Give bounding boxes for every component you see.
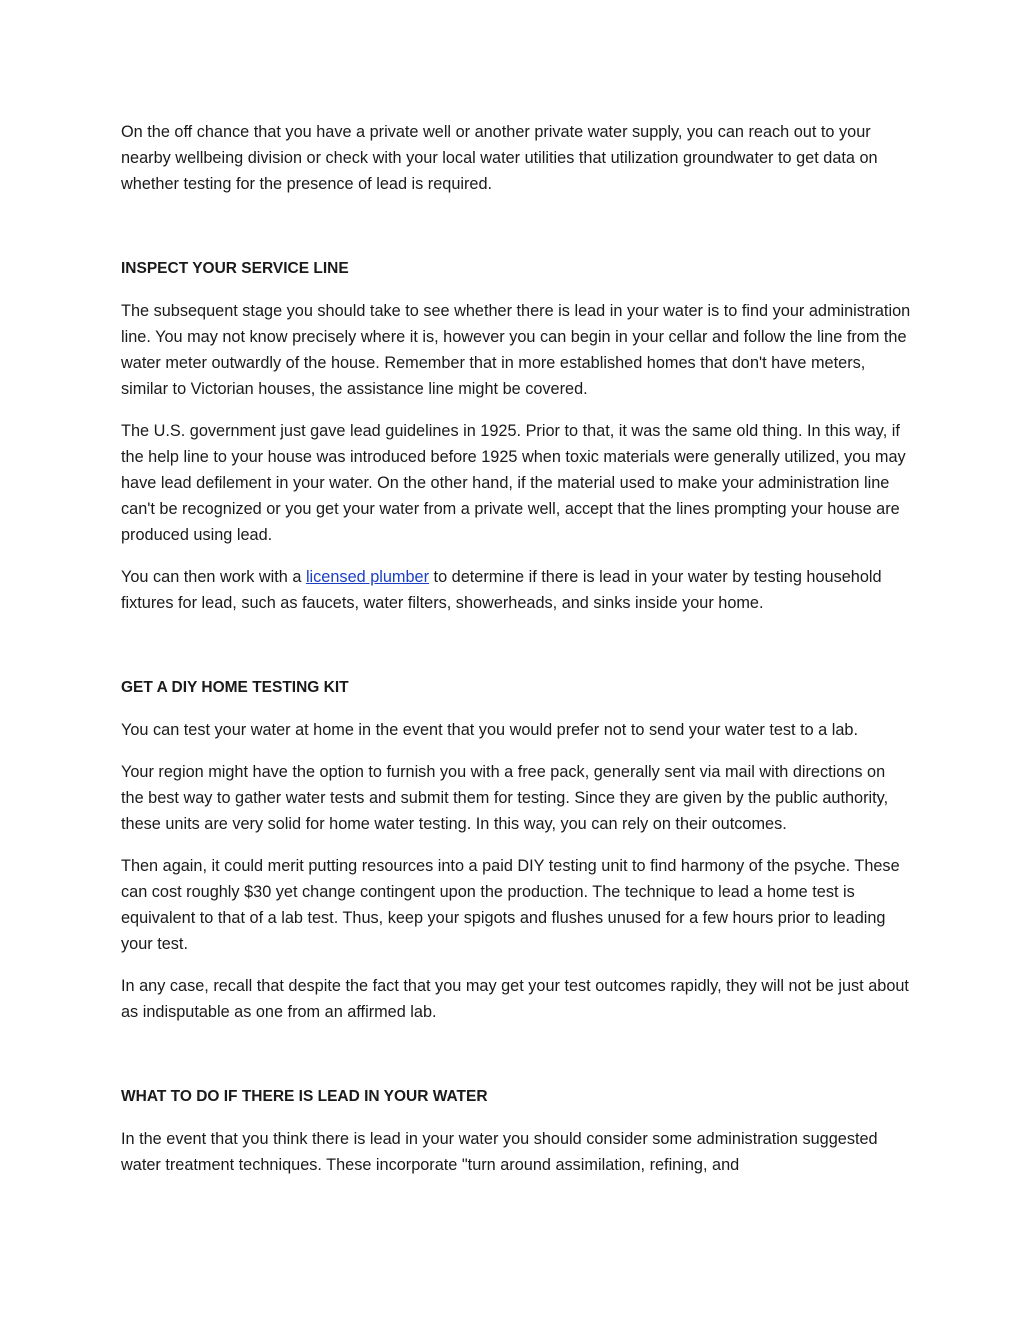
diy-paragraph-4: In any case, recall that despite the fact that you may get your test outcomes rapidly, they will not be just about as indisputable as one from an affirmed lab. <box>121 977 909 1021</box>
diy-paragraph-1: You can test your water at home in the event that you would prefer not to send your water test to a lab. <box>121 721 859 739</box>
section-gap <box>121 1041 911 1084</box>
section-gap <box>121 632 911 675</box>
licensed-plumber-link[interactable]: licensed plumber <box>305 568 430 586</box>
document-page <box>121 119 911 1194</box>
service-line-paragraph-2: The U.S. government just gave lead guidelines in 1925. Prior to that, it was the same old thing. In this way, if the help line to your house was introduced before 1925 when toxic materials were generally utilized, you may have lead defilement in your water. On the other hand, if the material used to make your administration line can't be recognized or you get your water from a private well, accept that the lines prompting your house are produced using lead. <box>121 422 906 544</box>
section-heading-inspect-service-line: INSPECT YOUR SERVICE LINE <box>121 260 349 277</box>
paragraph-text-before-link: You can then work with a <box>121 568 306 586</box>
diy-paragraph-3: Then again, it could merit putting resources into a paid DIY testing unit to find harmony of the psyche. These can cost roughly $30 yet change contingent upon the production. The technique to lead a home test is equivalent to that of a lab test. Thus, keep your spigots and flushes unused for a few hours prior to leading your test. <box>121 857 900 953</box>
section-heading-diy-testing-kit: GET A DIY HOME TESTING KIT <box>121 679 349 696</box>
service-line-paragraph-1: The subsequent stage you should take to see whether there is lead in your water is to find your administration line. You may not know precisely where it is, however you can begin in your cellar and follow the line from the water meter outwardly of the house. Remember that in more established homes that don't have meters, similar to Victorian houses, the assistance line might be covered. <box>121 302 911 398</box>
intro-paragraph: On the off chance that you have a private well or another private water supply, you can reach out to your nearby wellbeing division or check with your local water utilities that utilization groundwater to get data on whether testing for the presence of lead is required. <box>121 123 878 193</box>
section-gap <box>121 213 911 256</box>
service-line-paragraph-3 <box>121 564 911 616</box>
diy-paragraph-2: Your region might have the option to furnish you with a free pack, generally sent via mail with directions on the best way to gather water tests and submit them for testing. Since they are given by the public authority, these units are very solid for home water testing. In this way, you can rely on their outcomes. <box>121 763 889 833</box>
section-heading-lead-in-water: WHAT TO DO IF THERE IS LEAD IN YOUR WATER <box>121 1088 488 1105</box>
paragraph-text-after-link: to determine if there is lead in your water by testing household fixtures for lead, such as faucets, water filters, showerheads, and sinks inside your home. <box>121 568 882 612</box>
lead-in-water-paragraph-1: In the event that you think there is lead in your water you should consider some administration suggested water treatment techniques. These incorporate "turn around assimilation, refining, and <box>121 1130 878 1174</box>
